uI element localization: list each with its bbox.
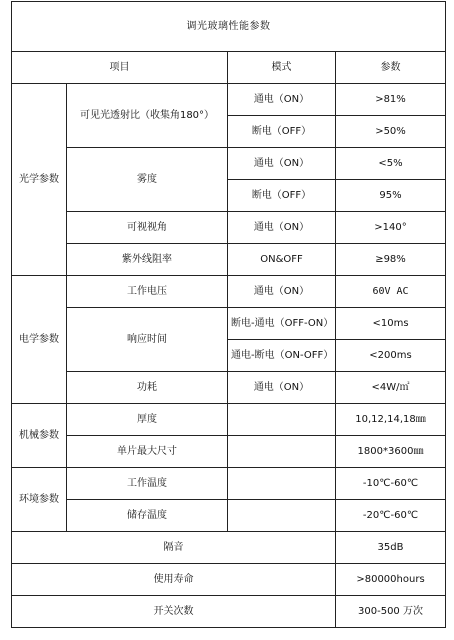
mode-cell-empty bbox=[228, 436, 336, 468]
table-row bbox=[12, 148, 446, 180]
value-cell: >80000hours bbox=[336, 564, 446, 596]
item-power: 功耗 bbox=[67, 372, 228, 404]
table-row bbox=[12, 436, 446, 468]
mode-cell: 断电-通电（OFF-ON） bbox=[228, 308, 336, 340]
category-optical: 光学参数 bbox=[12, 84, 67, 276]
item-haze: 雾度 bbox=[67, 148, 228, 212]
value-cell: 10,12,14,18㎜ bbox=[336, 404, 446, 436]
table-row bbox=[12, 372, 446, 404]
value-cell: 300-500 万次 bbox=[336, 596, 446, 628]
mode-cell: 通电（ON） bbox=[228, 84, 336, 116]
table-row bbox=[12, 596, 446, 628]
item-working-temp: 工作温度 bbox=[67, 468, 228, 500]
table-title: 调光玻璃性能参数 bbox=[12, 2, 446, 52]
table-row bbox=[12, 500, 446, 532]
item-storage-temp: 储存温度 bbox=[67, 500, 228, 532]
header-row bbox=[12, 52, 446, 84]
category-electrical: 电学参数 bbox=[12, 276, 67, 404]
mode-cell: 通电（ON） bbox=[228, 212, 336, 244]
item-thickness: 厚度 bbox=[67, 404, 228, 436]
table-row bbox=[12, 84, 446, 116]
item-viewing-angle: 可视视角 bbox=[67, 212, 228, 244]
item-soundproof: 隔音 bbox=[12, 532, 336, 564]
table-row bbox=[12, 276, 446, 308]
mode-cell: 断电（OFF） bbox=[228, 116, 336, 148]
item-response-time: 响应时间 bbox=[67, 308, 228, 372]
header-mode: 模式 bbox=[228, 52, 336, 84]
mode-cell-empty bbox=[228, 468, 336, 500]
table-row bbox=[12, 212, 446, 244]
header-item: 项目 bbox=[12, 52, 228, 84]
item-voltage: 工作电压 bbox=[67, 276, 228, 308]
table-row bbox=[12, 308, 446, 340]
value-cell: 60V AC bbox=[336, 276, 446, 308]
category-mechanical: 机械参数 bbox=[12, 404, 67, 468]
value-cell: -20℃-60℃ bbox=[336, 500, 446, 532]
value-cell: >81% bbox=[336, 84, 446, 116]
item-max-size: 单片最大尺寸 bbox=[67, 436, 228, 468]
value-cell: 95% bbox=[336, 180, 446, 212]
item-uv-blocking: 紫外线阻率 bbox=[67, 244, 228, 276]
value-cell: >140° bbox=[336, 212, 446, 244]
mode-cell-empty bbox=[228, 500, 336, 532]
mode-cell: 通电（ON） bbox=[228, 276, 336, 308]
mode-cell: ON&OFF bbox=[228, 244, 336, 276]
value-cell: 35dB bbox=[336, 532, 446, 564]
table-row bbox=[12, 244, 446, 276]
value-cell: -10℃-60℃ bbox=[336, 468, 446, 500]
value-cell: <4W/㎡ bbox=[336, 372, 446, 404]
mode-cell: 断电（OFF） bbox=[228, 180, 336, 212]
mode-cell: 通电（ON） bbox=[228, 372, 336, 404]
mode-cell: 通电（ON） bbox=[228, 148, 336, 180]
item-lifespan: 使用寿命 bbox=[12, 564, 336, 596]
value-cell: >50% bbox=[336, 116, 446, 148]
value-cell: ≥98% bbox=[336, 244, 446, 276]
mode-cell-empty bbox=[228, 404, 336, 436]
category-environment: 环境参数 bbox=[12, 468, 67, 532]
value-cell: <10ms bbox=[336, 308, 446, 340]
table-row bbox=[12, 404, 446, 436]
table-row bbox=[12, 468, 446, 500]
value-cell: <5% bbox=[336, 148, 446, 180]
value-cell: 1800*3600㎜ bbox=[336, 436, 446, 468]
value-cell: <200ms bbox=[336, 340, 446, 372]
table-row bbox=[12, 532, 446, 564]
title-row bbox=[12, 2, 446, 52]
header-param: 参数 bbox=[336, 52, 446, 84]
spec-table bbox=[11, 1, 446, 628]
item-cycles: 开关次数 bbox=[12, 596, 336, 628]
item-visible-transmittance: 可见光透射比（收集角180°） bbox=[67, 84, 228, 148]
table-row bbox=[12, 564, 446, 596]
mode-cell: 通电-断电（ON-OFF） bbox=[228, 340, 336, 372]
